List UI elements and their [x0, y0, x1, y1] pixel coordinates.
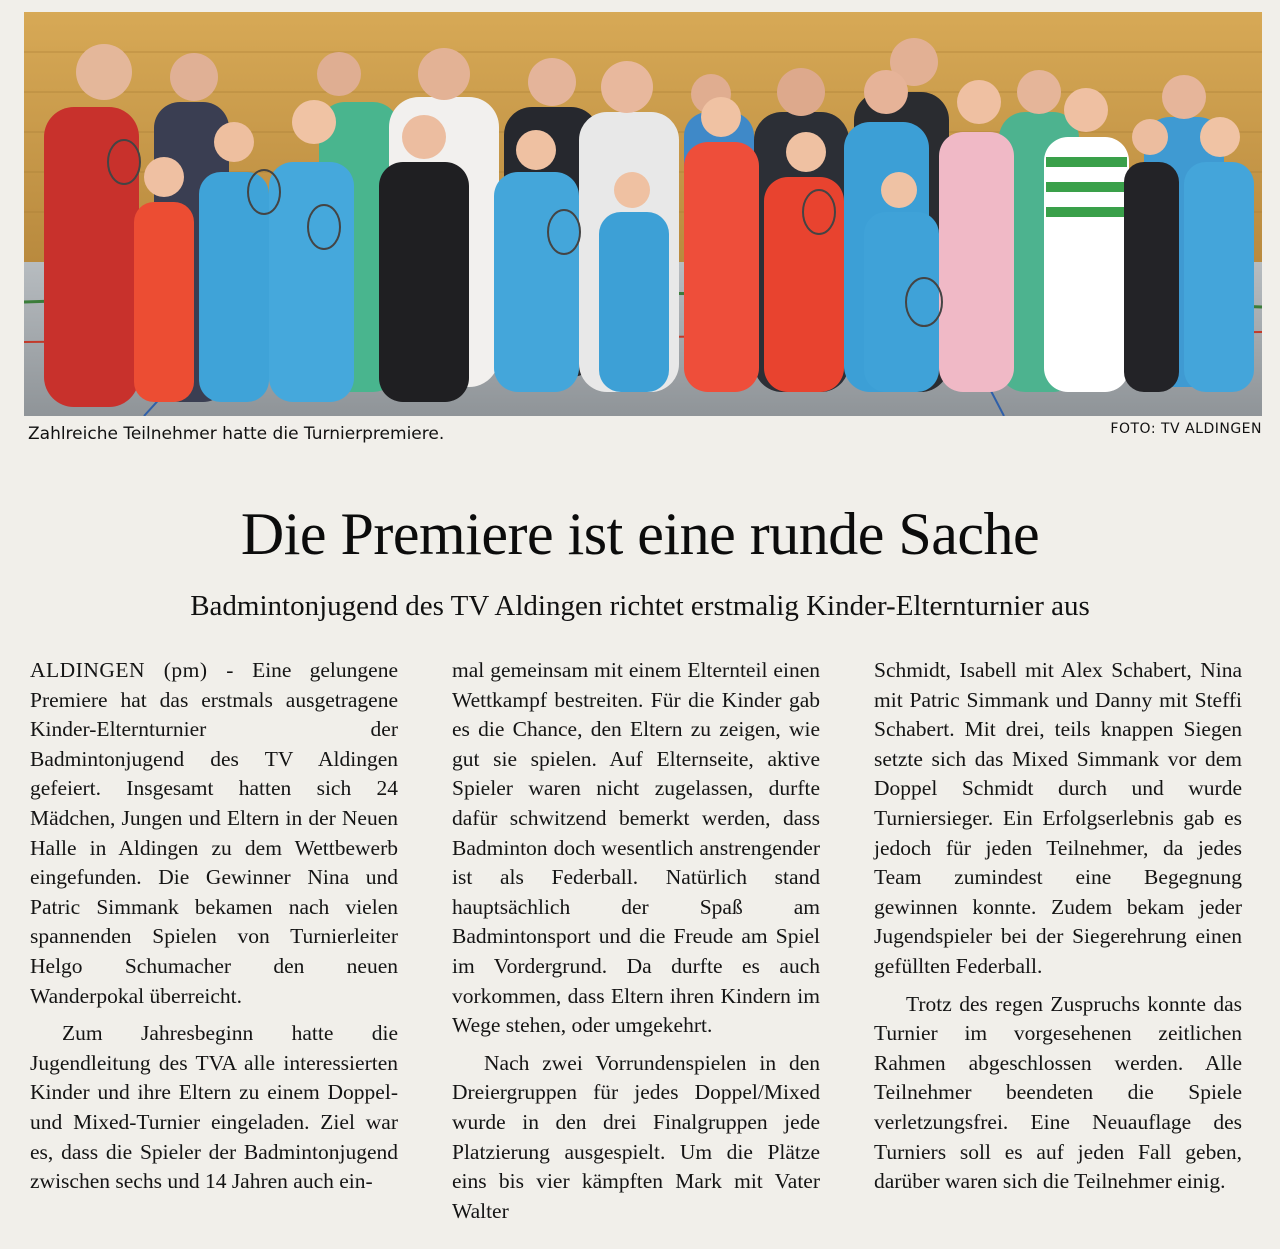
article-column-2: [452, 656, 820, 1226]
subheadline: Badmintonjugend des TV Aldingen richtet erstmalig Kinder-Elternturnier aus: [190, 590, 1090, 622]
paragraph: Nach zwei Vorrundenspielen in den Dreiergruppen für jedes Doppel/Mixed wurde in den drei Finalgruppen jede Platzierung ausgespielt. Um die Plätze eins bis vier kämpften Mark mit Vater Walter: [452, 1050, 820, 1223]
group-photo-illustration: [24, 12, 1262, 416]
paragraph: [30, 656, 398, 1011]
article-column-1: [30, 656, 398, 1197]
photo-caption: Zahlreiche Teilnehmer hatte die Turnierpremiere.: [28, 424, 445, 444]
paragraph: mal gemeinsam mit einem Elternteil einen Wettkampf bestreiten. Für die Kinder gab es die Chance, den Eltern zu zeigen, wie gut sie spielen. Auf Elternseite, aktive Spieler waren nicht zugelassen, durfte dafür schwitzend bemerkt werden, dass Badminton doch wesentlich anstrengender ist als Federball. Natürlich stand hauptsächlich der Spaß am Badmintonsport und die Freude am Spiel im Vordergrund. Da durfte es auch vorkommen, dass Eltern ihren Kindern im Wege stehen, oder umgekehrt.: [452, 658, 820, 1038]
paragraph: Zum Jahresbeginn hatte die Jugendleitung des TVA alle interessierten Kinder und ihre Eltern zu einem Doppel- und Mixed-Turnier eingeladen. Ziel war es, dass die Spieler der Badmintonjugend zwischen sechs und 14 Jahren auch ein-: [30, 1021, 398, 1194]
article-photo: [24, 12, 1262, 416]
photo-credit: FOTO: TV ALDINGEN: [1110, 421, 1262, 437]
paragraph-text: Eine gelungene Premiere hat das erstmals ausgetragene Kinder-Elternturnier der Badmintonjugend des TV Aldingen gefeiert. Insgesamt hatten sich 24 Mädchen, Jungen und Eltern in der Neuen Halle in Aldingen zu dem Wettbewerb eingefunden. Die Gewinner Nina und Patric Simmank bekamen nach vielen spannenden Spielen von Turnierleiter Helgo Schumacher den neuen Wanderpokal überreicht.: [30, 658, 398, 1008]
headline: Die Premiere ist eine runde Sache: [240, 501, 1040, 567]
article-column-3: [874, 656, 1242, 1197]
dateline: ALDINGEN (pm) -: [30, 658, 234, 682]
paragraph: Trotz des regen Zuspruchs konnte das Turnier im vorgesehenen zeitlichen Rahmen abgeschlossen werden. Alle Teilnehmer beendeten die Spiele verletzungsfrei. Eine Neuauflage des Turniers soll es auf jeden Fall geben, darüber waren sich die Teilnehmer einig.: [874, 991, 1242, 1194]
paragraph: Schmidt, Isabell mit Alex Schabert, Nina mit Patric Simmank und Danny mit Steffi Schabert. Mit drei, teils knappen Siegen setzte sich das Mixed Simmank vor dem Doppel Schmidt durch und wurde Turniersieger. Ein Erfolgserlebnis gab es jedoch für jeden Teilnehmer, da jedes Team zumindest eine Begegnung gewinnen konnte. Zudem bekam jeder Jugendspieler bei der Siegerehrung einen gefüllten Federball.: [874, 658, 1242, 978]
